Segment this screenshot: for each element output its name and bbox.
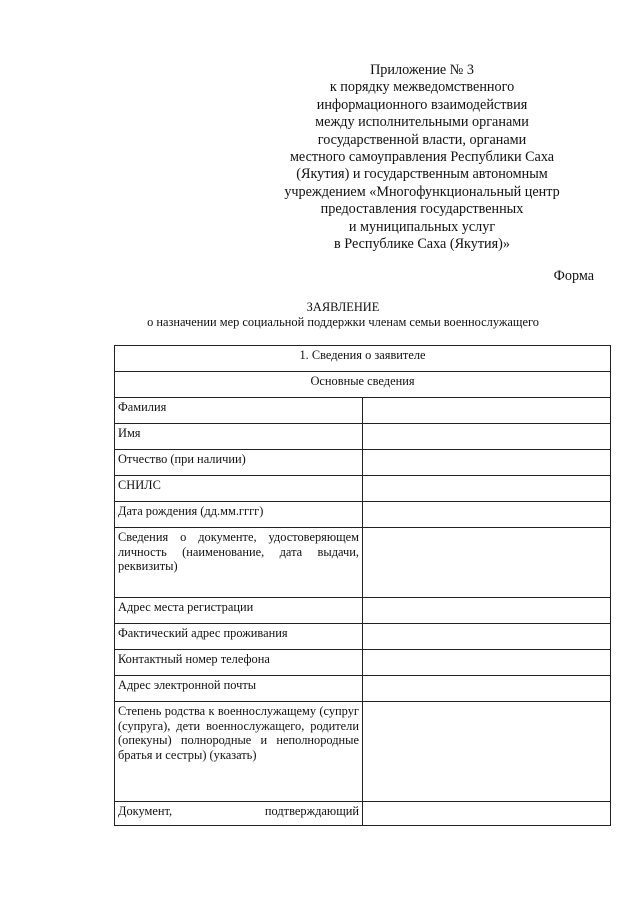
field-value-name[interactable] bbox=[363, 424, 611, 450]
field-value-registration-address[interactable] bbox=[363, 598, 611, 624]
document-title: ЗАЯВЛЕНИЕ bbox=[306, 300, 380, 314]
table-row bbox=[115, 450, 611, 476]
appendix-line: к порядку межведомственного bbox=[329, 79, 515, 96]
field-label-actual-address: Фактический адрес проживания bbox=[115, 624, 363, 650]
applicant-form-table bbox=[114, 345, 611, 826]
subsection-header-row bbox=[115, 372, 611, 398]
field-value-confirming-document[interactable] bbox=[363, 802, 611, 826]
field-value-surname[interactable] bbox=[363, 398, 611, 424]
field-label-name: Имя bbox=[115, 424, 363, 450]
field-value-identity-document[interactable] bbox=[363, 528, 611, 598]
field-label-registration-address: Адрес места регистрации bbox=[115, 598, 363, 624]
field-value-actual-address[interactable] bbox=[363, 624, 611, 650]
appendix-line: предоставления государственных bbox=[320, 201, 524, 218]
appendix-line: местного самоуправления Республики Саха bbox=[289, 149, 555, 166]
field-label-surname: Фамилия bbox=[115, 398, 363, 424]
appendix-line: (Якутия) и государственным автономным bbox=[296, 166, 548, 183]
table-row bbox=[115, 676, 611, 702]
field-label-kinship: Степень родства к военнослужащему (супруг (супруга), дети военнослужащего, родители (опекуны) полнородные и неполнородные братья и сестры) (указать) bbox=[115, 702, 363, 802]
field-value-snils[interactable] bbox=[363, 476, 611, 502]
field-value-phone[interactable] bbox=[363, 650, 611, 676]
section-heading-applicant: 1. Сведения о заявителе bbox=[115, 346, 611, 372]
section-header-row bbox=[115, 346, 611, 372]
subsection-heading-basic: Основные сведения bbox=[115, 372, 611, 398]
field-label-snils: СНИЛС bbox=[115, 476, 363, 502]
appendix-line: учреждением «Многофункциональный центр bbox=[284, 183, 560, 200]
table-row bbox=[115, 650, 611, 676]
appendix-line: информационного взаимодействия bbox=[316, 96, 528, 113]
table-row bbox=[115, 476, 611, 502]
field-value-birth-date[interactable] bbox=[363, 502, 611, 528]
table-row bbox=[115, 528, 611, 598]
field-value-kinship[interactable] bbox=[363, 702, 611, 802]
table-row bbox=[115, 398, 611, 424]
appendix-line: государственной власти, органами bbox=[317, 131, 527, 148]
appendix-header bbox=[250, 62, 594, 253]
field-label-phone: Контактный номер телефона bbox=[115, 650, 363, 676]
field-label-email: Адрес электронной почты bbox=[115, 676, 363, 702]
table-row bbox=[115, 624, 611, 650]
appendix-line: и муниципальных услуг bbox=[348, 218, 496, 235]
table-row bbox=[115, 598, 611, 624]
table-row bbox=[115, 502, 611, 528]
field-value-patronymic[interactable] bbox=[363, 450, 611, 476]
appendix-line: в Республике Саха (Якутия)» bbox=[334, 236, 510, 253]
table-row bbox=[115, 702, 611, 802]
field-label-confirming-document: Документ, подтверждающий bbox=[115, 802, 363, 826]
document-subtitle: о назначении мер социальной поддержки членам семьи военнослужащего bbox=[147, 315, 539, 329]
table-row bbox=[115, 424, 611, 450]
appendix-line: между исполнительными органами bbox=[315, 114, 529, 131]
field-label-patronymic: Отчество (при наличии) bbox=[115, 450, 363, 476]
field-label-identity-document: Сведения о документе, удостоверяющем личность (наименование, дата выдачи, реквизиты) bbox=[115, 528, 363, 598]
appendix-line: Приложение № 3 bbox=[370, 62, 474, 78]
table-row bbox=[115, 802, 611, 826]
field-value-email[interactable] bbox=[363, 676, 611, 702]
field-label-birth-date: Дата рождения (дд.мм.гггг) bbox=[115, 502, 363, 528]
form-label: Форма bbox=[553, 268, 594, 284]
